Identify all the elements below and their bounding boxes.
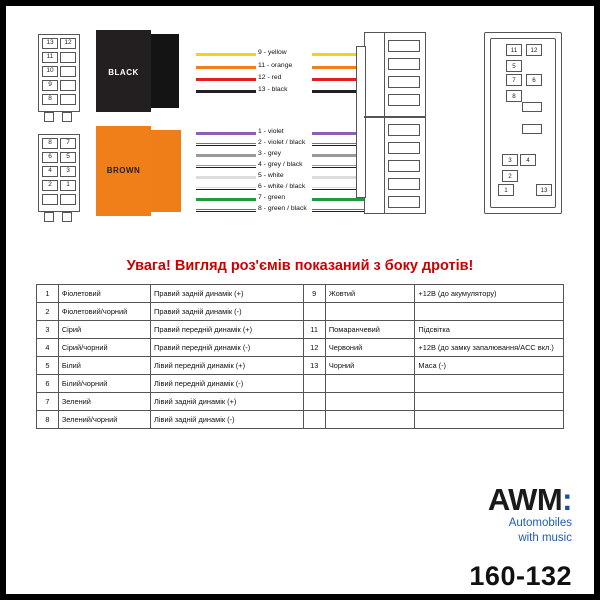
- iso-slot: [388, 142, 420, 154]
- wire-color: Зелений/чорний: [58, 411, 150, 429]
- iso-slot: [388, 178, 420, 190]
- wire-8-green-black-right-b: [312, 211, 366, 212]
- pin-cell: [522, 102, 542, 112]
- wire-function-2: Маса (-): [415, 357, 564, 375]
- table-row: [37, 321, 564, 339]
- pin-cell: 8: [42, 138, 58, 149]
- pin-cell: [522, 124, 542, 134]
- iso-divider: [364, 116, 426, 118]
- pin-cell: 12: [526, 44, 542, 56]
- pin-cell: [60, 194, 76, 205]
- pin-number: 4: [37, 339, 59, 357]
- wire-function: Правий задній динамік (-): [151, 303, 304, 321]
- pin-cell: 11: [506, 44, 522, 56]
- pin-cell: [42, 194, 58, 205]
- pin-number: 2: [37, 303, 59, 321]
- iso-slot: [388, 40, 420, 52]
- product-code: 160-132: [469, 561, 572, 592]
- pin-cell: 6: [526, 74, 542, 86]
- pin-cell: 8: [42, 94, 58, 105]
- car-side-connector-inner: [490, 38, 556, 208]
- wire-function-2: +12В (до акумулятору): [415, 285, 564, 303]
- pin-cell: 13: [42, 38, 58, 49]
- iso-rib: [384, 32, 385, 214]
- black-connector-body: [96, 30, 151, 112]
- wire-label: 12 - red: [258, 74, 282, 81]
- pin-number-2: 13: [303, 357, 325, 375]
- pin-cell: 7: [60, 138, 76, 149]
- wire-label: 4 - grey / black: [258, 161, 303, 168]
- black-connector-tab-left: [44, 112, 54, 122]
- wire-4-grey-black-b: [196, 167, 256, 168]
- pin-number-2: 9: [303, 285, 325, 303]
- pin-cell: 2: [42, 180, 58, 191]
- pin-cell: [60, 66, 76, 77]
- wire-color: Білий: [58, 357, 150, 375]
- page-canvas: [6, 6, 594, 594]
- brand-tagline-line2: with music: [518, 532, 572, 545]
- spacer-cell: [303, 303, 325, 321]
- black-connector-tab-right: [62, 112, 72, 122]
- table-row: [37, 375, 564, 393]
- pin-number: 5: [37, 357, 59, 375]
- pin-cell: 7: [506, 74, 522, 86]
- brown-connector-tab-right: [62, 212, 72, 222]
- black-connector-shell: [151, 34, 179, 108]
- wire-function: Правий задній динамік (+): [151, 285, 304, 303]
- wire-3-grey: [196, 154, 256, 157]
- table-row: [37, 393, 564, 411]
- pin-number: 7: [37, 393, 59, 411]
- pin-number-2: 11: [303, 321, 325, 339]
- brown-connector-body: [96, 126, 151, 216]
- pinout-table: [36, 284, 564, 429]
- page-title: Увага! Вигляд роз'ємів показаний з боку дротів!: [126, 258, 474, 274]
- wire-color-2: Чорний: [325, 357, 415, 375]
- spacer-cell: [325, 393, 415, 411]
- spacer-cell: [415, 411, 564, 429]
- wire-label: 7 - green: [258, 194, 286, 201]
- pin-cell: 11: [42, 52, 58, 63]
- brown-pin-grid: [38, 134, 80, 212]
- wire-label: 13 - black: [258, 86, 288, 93]
- wire-function-2: +12В (до замку запалювання/ACC вкл.): [415, 339, 564, 357]
- iso-slot: [388, 196, 420, 208]
- wire-color-2: Червоний: [325, 339, 415, 357]
- wire-function: Правий передній динамік (-): [151, 339, 304, 357]
- pin-cell: 3: [502, 154, 518, 166]
- wire-color: Зелений: [58, 393, 150, 411]
- wire-12-red: [196, 78, 256, 81]
- spacer-cell: [325, 411, 415, 429]
- pin-cell: 9: [42, 80, 58, 91]
- wire-label: 3 - grey: [258, 150, 282, 157]
- pin-number: 6: [37, 375, 59, 393]
- wire-8-green-black-b: [196, 211, 256, 212]
- wire-function: Лівий задній динамік (+): [151, 393, 304, 411]
- wire-6-white-black-b: [196, 189, 256, 190]
- wire-label: 8 - green / black: [258, 205, 307, 212]
- table-row: [37, 285, 564, 303]
- brand-name: [397, 484, 572, 515]
- brown-connector-shell: [151, 130, 181, 212]
- spacer-cell: [303, 393, 325, 411]
- spacer-cell: [325, 375, 415, 393]
- pin-cell: [60, 52, 76, 63]
- wiring-diagram: [6, 6, 594, 236]
- wire-label: 9 - yellow: [258, 49, 287, 56]
- pin-cell: [60, 94, 76, 105]
- pin-cell: 1: [60, 180, 76, 191]
- iso-slot: [388, 160, 420, 172]
- wire-2-violet-black-b: [196, 145, 256, 146]
- wire-function: Лівий передній динамік (-): [151, 375, 304, 393]
- wire-label: 6 - white / black: [258, 183, 306, 190]
- pin-cell: [60, 80, 76, 91]
- wire-color: Сірий/чорний: [58, 339, 150, 357]
- spacer-cell: [303, 375, 325, 393]
- wire-function: Правий передній динамік (+): [151, 321, 304, 339]
- wire-7-green: [196, 198, 256, 201]
- spacer-cell: [325, 303, 415, 321]
- pin-cell: 4: [520, 154, 536, 166]
- pin-cell: 6: [42, 152, 58, 163]
- iso-slot: [388, 94, 420, 106]
- wire-9-yellow: [196, 53, 256, 56]
- pin-cell: 5: [506, 60, 522, 72]
- wire-11-orange: [196, 66, 256, 69]
- brown-connector-label: BROWN: [106, 166, 141, 175]
- iso-slot: [388, 124, 420, 136]
- pin-cell: 1: [498, 184, 514, 196]
- pin-cell: 2: [502, 170, 518, 182]
- wire-label: 2 - violet / black: [258, 139, 306, 146]
- black-pin-grid: [38, 34, 80, 112]
- table-row: [37, 357, 564, 375]
- brand-colon: :: [562, 482, 572, 517]
- pin-cell: 3: [60, 166, 76, 177]
- wire-color-2: Помаранчевий: [325, 321, 415, 339]
- spacer-cell: [415, 393, 564, 411]
- wire-color: Білий/чорний: [58, 375, 150, 393]
- wire-function: Лівий передній динамік (+): [151, 357, 304, 375]
- brand-tagline-line1: Automobiles: [508, 517, 572, 529]
- iso-slot: [388, 76, 420, 88]
- iso-connector-flange: [356, 46, 366, 198]
- pin-number: 1: [37, 285, 59, 303]
- pin-number-2: 12: [303, 339, 325, 357]
- pin-cell: 5: [60, 152, 76, 163]
- wire-color: Сірий: [58, 321, 150, 339]
- spacer-cell: [415, 375, 564, 393]
- table-row: [37, 303, 564, 321]
- wire-13-black: [196, 90, 256, 93]
- wire-1-violet: [196, 132, 256, 135]
- brand-logo: [397, 484, 572, 592]
- pin-cell: 10: [42, 66, 58, 77]
- spacer-cell: [303, 411, 325, 429]
- black-connector-label: BLACK: [108, 68, 139, 77]
- brand-text: AWM: [487, 482, 563, 517]
- wire-color: Фіолетовий/чорний: [58, 303, 150, 321]
- pin-cell: 4: [42, 166, 58, 177]
- brown-connector-tab-left: [44, 212, 54, 222]
- pin-cell: 12: [60, 38, 76, 49]
- table-row: [37, 411, 564, 429]
- pin-number: 3: [37, 321, 59, 339]
- pin-cell: 13: [536, 184, 552, 196]
- spacer-cell: [415, 303, 564, 321]
- wire-label: 1 - violet: [258, 128, 284, 135]
- iso-slot: [388, 58, 420, 70]
- wire-5-white: [196, 176, 256, 179]
- wire-label: 5 - white: [258, 172, 284, 179]
- wire-function-2: Підсвітка: [415, 321, 564, 339]
- pin-cell: 8: [506, 90, 522, 102]
- table-row: [37, 339, 564, 357]
- pin-number: 8: [37, 411, 59, 429]
- wire-color-2: Жовтий: [325, 285, 415, 303]
- wire-function: Лівий задній динамік (-): [151, 411, 304, 429]
- wire-label: 11 - orange: [258, 62, 293, 69]
- wire-7-green-right: [312, 198, 366, 201]
- wire-color: Фіолетовий: [58, 285, 150, 303]
